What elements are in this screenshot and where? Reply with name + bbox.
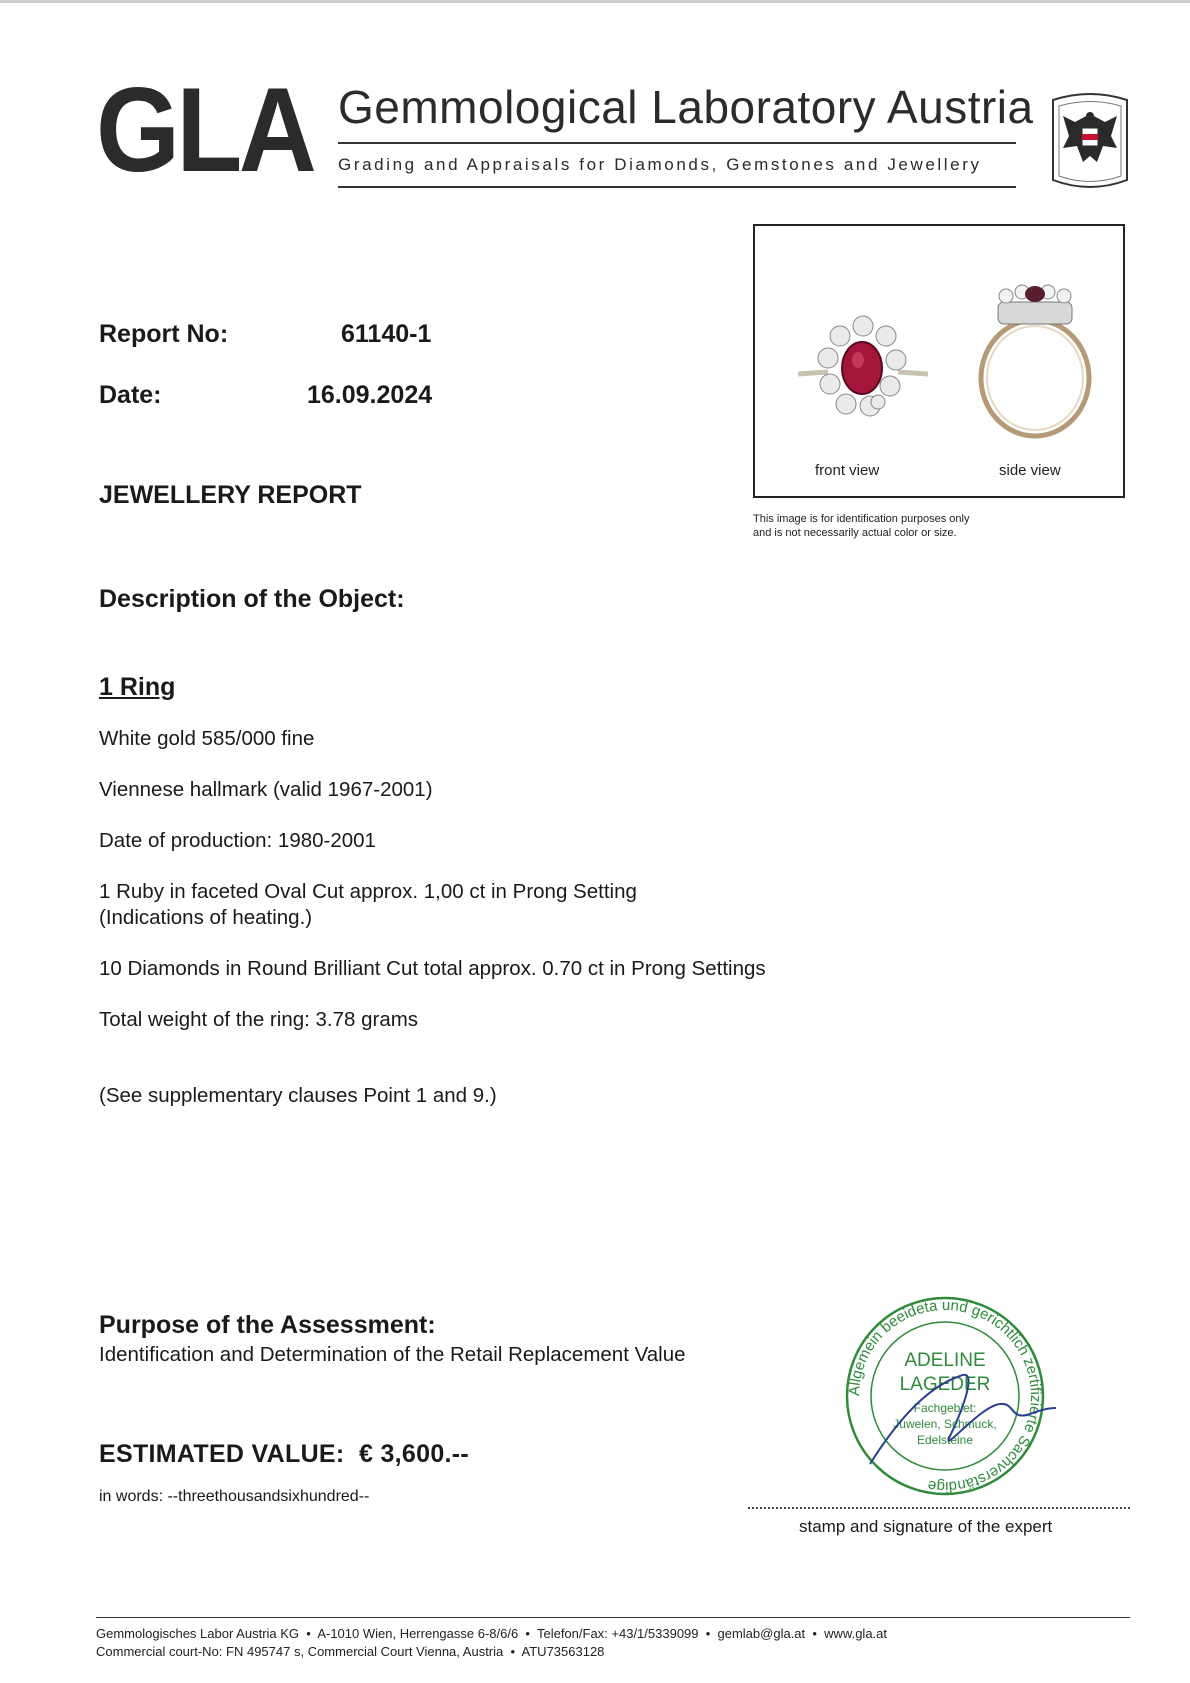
top-edge-line <box>0 0 1190 3</box>
lab-name: Gemmological Laboratory Austria <box>338 81 1034 133</box>
footer-divider <box>96 1617 1130 1618</box>
description-line: Viennese hallmark (valid 1967-2001) <box>99 778 433 801</box>
lab-tagline: Grading and Appraisals for Diamonds, Gemstones and Jewellery <box>338 155 982 174</box>
stamp-name-1: ADELINE <box>904 1350 986 1371</box>
date-label: Date: <box>99 381 162 409</box>
footer-address: Gemmologisches Labor Austria KG • A-1010 Wien, Herrengasse 6-8/6/6 • Telefon/Fax: +43/1/5339099 • gemlab@gla.at • www.gla.at <box>96 1626 888 1641</box>
description-line: (See supplementary clauses Point 1 and 9.) <box>99 1084 497 1107</box>
date-value: 16.09.2024 <box>307 381 433 409</box>
side-view-caption: side view <box>999 462 1061 479</box>
gla-logo: GLA <box>96 63 314 197</box>
footer-registration: Commercial court-No: FN 495747 s, Commercial Court Vienna, Austria • ATU73563128 <box>96 1644 605 1659</box>
description-line: 10 Diamonds in Round Brilliant Cut total approx. 0.70 ct in Prong Settings <box>99 957 766 980</box>
description-line: 1 Ruby in faceted Oval Cut approx. 1,00 ct in Prong Setting <box>99 880 637 903</box>
description-line: Date of production: 1980-2001 <box>99 829 376 852</box>
purpose-text: Identification and Determination of the Retail Replacement Value <box>99 1343 686 1366</box>
stamp-field-1: Fachgebiet: <box>913 1401 977 1415</box>
signature-caption: stamp and signature of the expert <box>799 1517 1053 1536</box>
description-line: (Indications of heating.) <box>99 906 313 929</box>
signature-line <box>748 1507 1130 1509</box>
description-line: White gold 585/000 fine <box>99 727 315 750</box>
ring-front-view-image <box>798 312 928 422</box>
photo-disclaimer-line-2: and is not necessarily actual color or size. <box>753 527 957 539</box>
value-in-words: in words: --threethousandsixhundred-- <box>99 1488 370 1505</box>
front-view-caption: front view <box>815 462 880 479</box>
report-number-label: Report No: <box>99 320 229 348</box>
ring-side-view-image <box>970 282 1100 440</box>
header-divider-bottom <box>338 186 1016 188</box>
stamp-ring-text: Allgemein beeideta und gerichtlich zertifizierte Sachverständige <box>845 1296 1045 1496</box>
photo-disclaimer-line-1: This image is for identification purposes only <box>753 513 970 525</box>
description-heading: Description of the Object: <box>99 585 405 613</box>
stamp-field-3: Edelsteine <box>916 1433 974 1447</box>
item-title: 1 Ring <box>99 673 176 701</box>
purpose-heading: Purpose of the Assessment: <box>99 1311 436 1339</box>
austrian-eagle-seal-icon <box>1045 92 1135 190</box>
report-number-value: 61140-1 <box>341 320 432 348</box>
expert-stamp-icon <box>830 1296 1060 1496</box>
estimated-value: ESTIMATED VALUE: € 3,600.-- <box>99 1440 470 1468</box>
stamp-field-2: Juwelen, Schmuck, <box>893 1417 997 1431</box>
stamp-name-2: LAGEDER <box>899 1374 991 1395</box>
header-divider-top <box>338 142 1016 144</box>
photo-disclaimer <box>753 512 1013 540</box>
description-line: Total weight of the ring: 3.78 grams <box>99 1008 419 1031</box>
document-type: JEWELLERY REPORT <box>99 481 362 509</box>
